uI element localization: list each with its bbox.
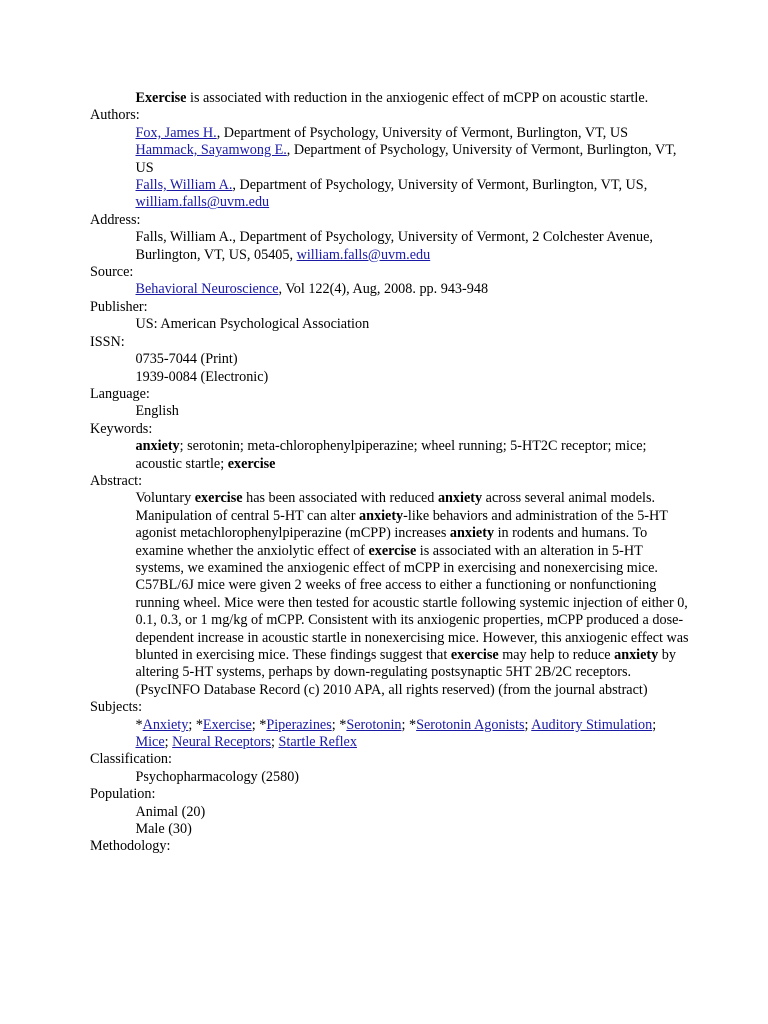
address-value (136, 229, 691, 264)
subject-separator: ; (652, 716, 657, 733)
classification-label: Classification: (90, 751, 172, 768)
abstract-highlight: exercise (450, 647, 499, 663)
article-title (136, 90, 691, 107)
abstract-fragment: in rodents and humans. To examine whether the anxiolytic effect of (135, 525, 648, 559)
abstract-fragment: by altering 5-HT systems, perhaps by down-regulating postsynaptic 5HT 2B/2C receptors. (PsycINFO Database Record (c) 2010 APA, all rights reserved) (from the journal abstract) (135, 647, 676, 698)
abstract-highlight: anxiety (449, 525, 495, 542)
address-text: Falls, William A., Department of Psychology, University of Vermont, 2 Colchester Avenue, Burlington, VT, US, 05405, (135, 229, 653, 263)
abstract-text (136, 490, 691, 699)
abstract-highlight: exercise (194, 490, 243, 507)
publisher-value: US: American Psychological Association (135, 316, 370, 333)
source-details: , Vol 122(4), Aug, 2008. pp. 943-948 (278, 281, 489, 298)
subject-marker: * (195, 716, 203, 733)
subject-link[interactable]: Serotonin Agonists (416, 716, 525, 733)
publisher-label: Publisher: (90, 298, 148, 315)
abstract-label: Abstract: (90, 472, 143, 489)
subjects-label: Subjects: (90, 699, 143, 716)
abstract-fragment: across several animal models. Manipulation of central 5-HT can alter (135, 490, 656, 524)
author-entry (136, 142, 691, 177)
author-entry (136, 177, 691, 212)
language-label: Language: (90, 385, 150, 402)
author-link[interactable]: Falls, William A. (135, 177, 233, 194)
subject-link[interactable]: Auditory Stimulation (531, 716, 653, 733)
methodology-label: Methodology: (90, 838, 171, 855)
issn-label: ISSN: (90, 333, 125, 350)
issn-electronic: 1939-0084 (Electronic) (135, 368, 269, 385)
abstract-highlight: anxiety (437, 490, 483, 507)
abstract-fragment: may help to reduce (498, 647, 615, 663)
abstract-fragment: Voluntary (135, 490, 195, 507)
title-keyword: Exercise (135, 90, 187, 106)
abstract-fragment: -like behaviors and administration of the 5-HT agonist metachlorophenylpiperazine (mCPP) increases (135, 507, 668, 542)
source-label: Source: (90, 264, 134, 281)
authors-label: Authors: (90, 107, 140, 124)
author-email-link[interactable]: william.falls@uvm.edu (135, 194, 270, 211)
keyword-highlight: anxiety (135, 438, 180, 455)
subject-separator: ; (188, 716, 196, 733)
subject-marker: * (259, 716, 267, 733)
address-label: Address: (90, 211, 141, 228)
subject-separator: ; (251, 716, 260, 733)
subject-link[interactable]: Anxiety (142, 716, 189, 733)
author-link[interactable]: Fox, James H. (135, 124, 217, 141)
abstract-highlight: exercise (368, 542, 417, 559)
subject-link[interactable]: Startle Reflex (278, 734, 357, 751)
subject-link[interactable]: Exercise (202, 716, 252, 733)
keywords-value (136, 438, 691, 473)
subject-marker: * (409, 716, 417, 733)
address-email-link[interactable]: william.falls@uvm.edu (296, 246, 431, 263)
author-entry (136, 125, 691, 142)
subject-link[interactable]: Piperazines (266, 716, 332, 733)
record (90, 90, 690, 856)
subject-separator: ; (271, 734, 279, 751)
title-text: is associated with reduction in the anxiogenic effect of mCPP on acoustic startle. (186, 90, 649, 106)
subject-link[interactable]: Neural Receptors (172, 734, 272, 751)
subject-separator: ; (164, 734, 173, 751)
population-value: Male (30) (135, 821, 192, 838)
subject-separator: ; (524, 716, 532, 733)
keywords-text: ; serotonin; meta-chlorophenylpiperazine; wheel running; 5-HT2C receptor; mice; acoustic startle; (135, 438, 647, 472)
abstract-fragment: is associated with an alteration in 5-HT systems, we examined the anxiogenic effect of mCPP in exercising and nonexercising mice. C57BL/6J mice were given 2 weeks of free access to either a functioning or nonfunctioning running wheel. Mice were then tested for acoustic startle following systemic injection of either 0, 0.1, 0.3, or 1 mg/kg of mCPP. Consistent with its anxiogenic properties, mCPP produced a dose-dependent increase in acoustic startle in nonexercising mice. However, this anxiogenic effect was blunted in exercising mice. These findings suggest that (135, 542, 689, 663)
subject-link[interactable]: Mice (135, 734, 165, 751)
issn-print: 0735-7044 (Print) (135, 351, 238, 368)
author-link[interactable]: Hammack, Sayamwong E. (135, 142, 287, 159)
subjects-value (136, 717, 691, 752)
author-affiliation: , Department of Psychology, University of Vermont, Burlington, VT, US (216, 124, 628, 141)
subject-separator: ; (401, 716, 410, 733)
classification-value: Psychopharmacology (2580) (135, 768, 300, 785)
abstract-highlight: anxiety (614, 647, 659, 663)
abstract-fragment: has been associated with reduced (242, 490, 438, 507)
keywords-label: Keywords: (90, 420, 153, 437)
abstract-highlight: anxiety (359, 507, 404, 524)
keyword-highlight: exercise (227, 455, 276, 472)
population-value: Animal (20) (135, 803, 206, 820)
subject-marker: * (339, 716, 347, 733)
population-label: Population: (90, 786, 156, 803)
journal-link[interactable]: Behavioral Neuroscience (135, 281, 279, 298)
subject-link[interactable]: Serotonin (346, 716, 402, 733)
subject-marker: * (135, 716, 143, 733)
author-affiliation: , Department of Psychology, University of Vermont, Burlington, VT, US (135, 142, 677, 176)
source-value (136, 281, 691, 298)
subject-separator: ; (331, 716, 340, 733)
author-affiliation: , Department of Psychology, University of Vermont, Burlington, VT, US, (232, 177, 648, 194)
language-value: English (135, 403, 179, 420)
